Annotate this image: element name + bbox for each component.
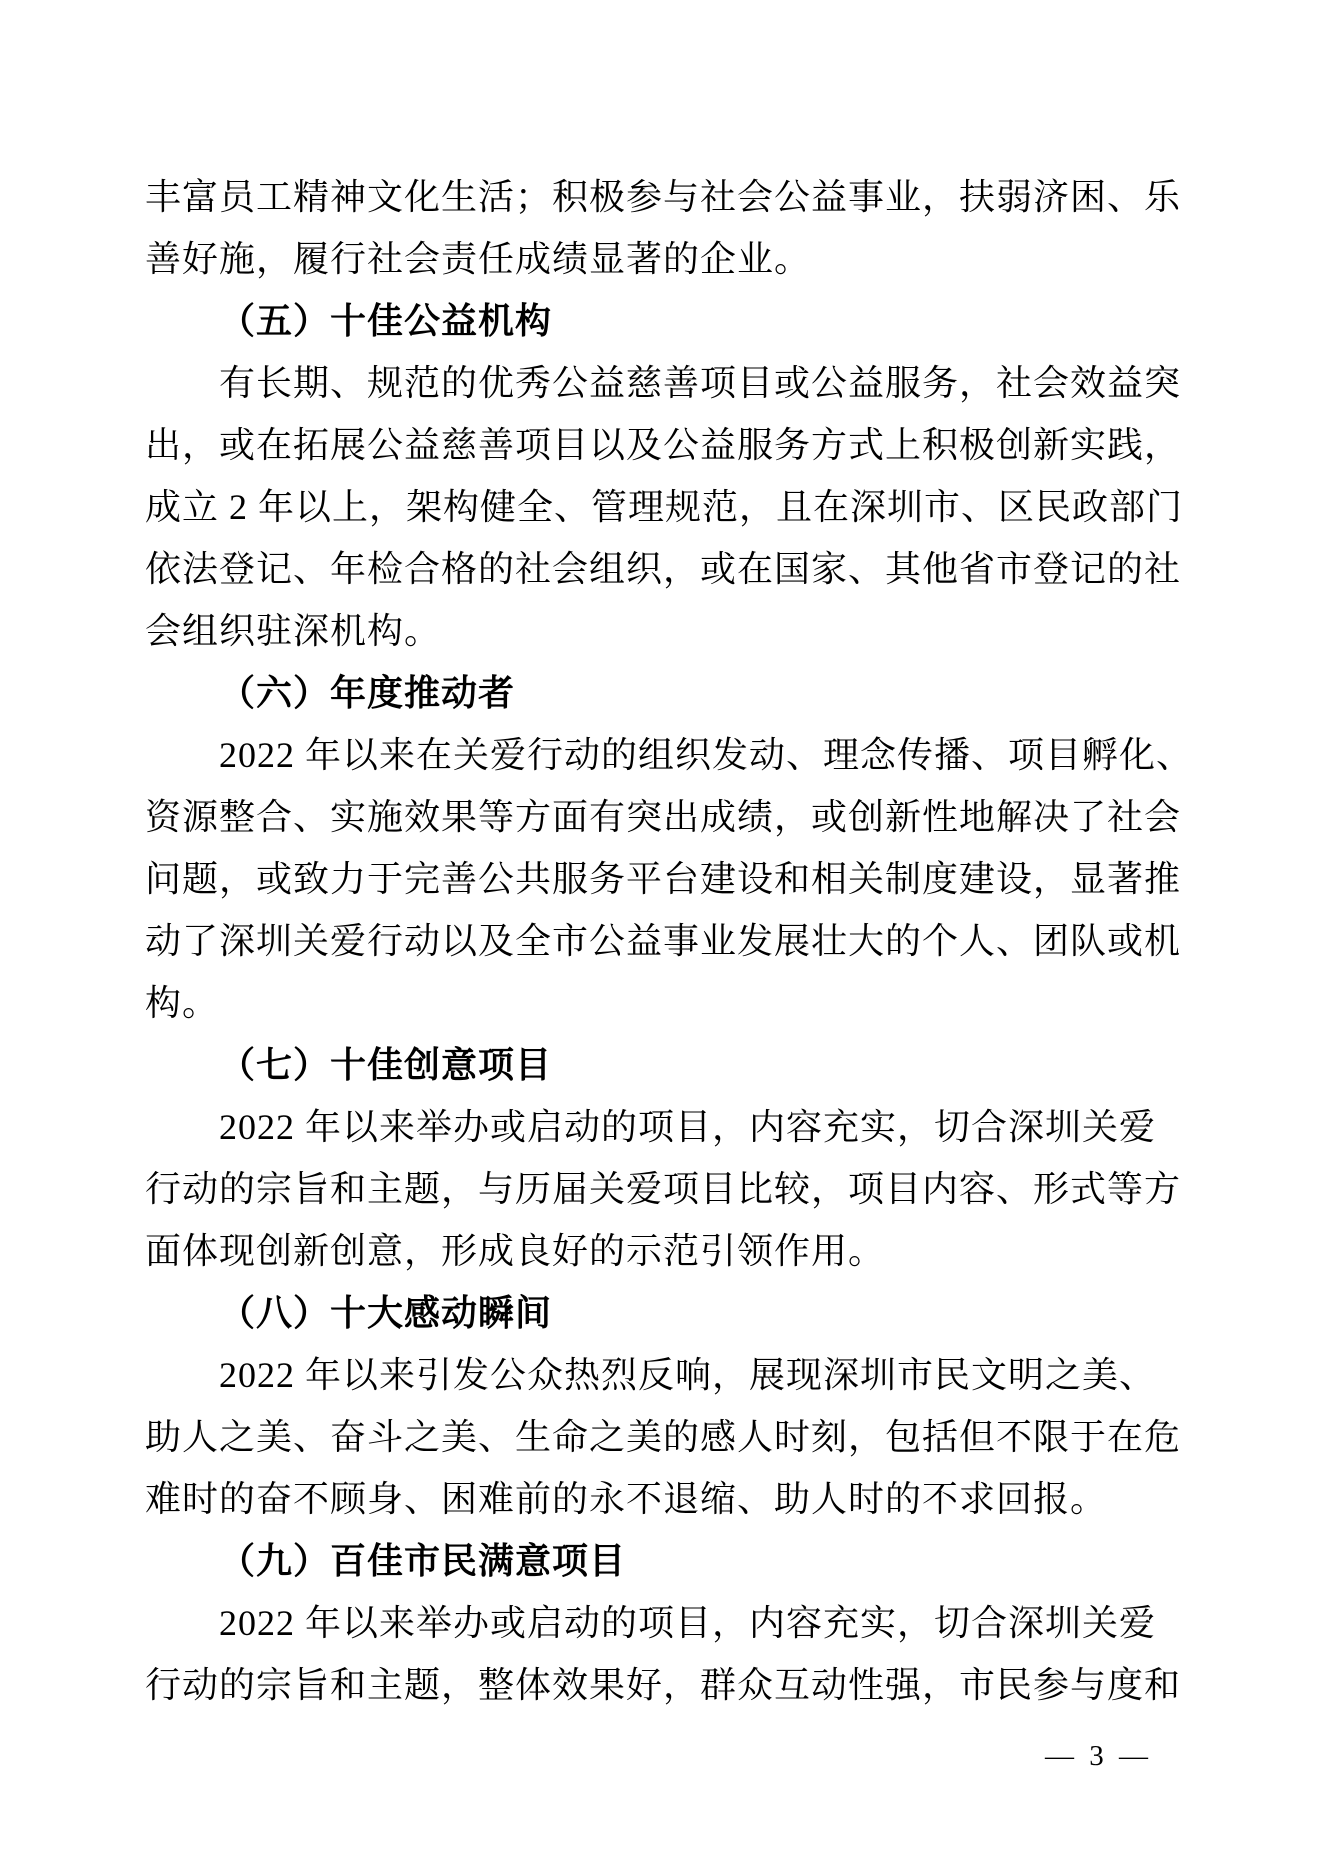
text-line: 成立 2 年以上，架构健全、管理规范，且在深圳市、区民政部门 (145, 487, 1184, 527)
text-line: 助人之美、奋斗之美、生命之美的感人时刻，包括但不限于在危 (145, 1417, 1182, 1457)
text-line: 难时的奋不顾身、困难前的永不退缩、助人时的不求回报。 (145, 1479, 1108, 1519)
text-line: 构。 (145, 983, 220, 1023)
text-line: 2022 年以来引发公众热烈反响，展现深圳市民文明之美、 (219, 1355, 1157, 1395)
text-line: 依法登记、年检合格的社会组织，或在国家、其他省市登记的社 (145, 549, 1182, 589)
text-line: 行动的宗旨和主题，与历届关爱项目比较，项目内容、形式等方 (145, 1169, 1182, 1209)
text-line: 动了深圳关爱行动以及全市公益事业发展壮大的个人、团队或机 (145, 921, 1182, 961)
section-heading: （五）十佳公益机构 (219, 301, 553, 341)
text-line: 2022 年以来举办或启动的项目，内容充实，切合深圳关爱 (219, 1603, 1157, 1643)
text-line: 丰富员工精神文化生活；积极参与社会公益事业，扶弱济困、乐 (145, 177, 1182, 217)
text-line: 会组织驻深机构。 (145, 611, 442, 651)
text-line: 面体现创新创意，形成良好的示范引领作用。 (145, 1231, 886, 1271)
text-line: 行动的宗旨和主题，整体效果好，群众互动性强，市民参与度和 (145, 1665, 1182, 1705)
page-number: — 3 — (1045, 1740, 1152, 1772)
text-line: 善好施，履行社会责任成绩显著的企业。 (145, 239, 812, 279)
text-line: 问题，或致力于完善公共服务平台建设和相关制度建设，显著推 (145, 859, 1182, 899)
section-heading: （六）年度推动者 (219, 673, 516, 713)
section-heading: （八）十大感动瞬间 (219, 1293, 553, 1333)
section-heading: （九）百佳市民满意项目 (219, 1541, 627, 1581)
text-line: 2022 年以来在关爱行动的组织发动、理念传播、项目孵化、 (219, 735, 1194, 775)
text-line: 出，或在拓展公益慈善项目以及公益服务方式上积极创新实践， (145, 425, 1182, 465)
document-body (145, 166, 1194, 1716)
text-line: 资源整合、实施效果等方面有突出成绩，或创新性地解决了社会 (145, 797, 1182, 837)
text-line: 2022 年以来举办或启动的项目，内容充实，切合深圳关爱 (219, 1107, 1157, 1147)
section-heading: （七）十佳创意项目 (219, 1045, 553, 1085)
text-line: 有长期、规范的优秀公益慈善项目或公益服务，社会效益突 (219, 363, 1182, 403)
